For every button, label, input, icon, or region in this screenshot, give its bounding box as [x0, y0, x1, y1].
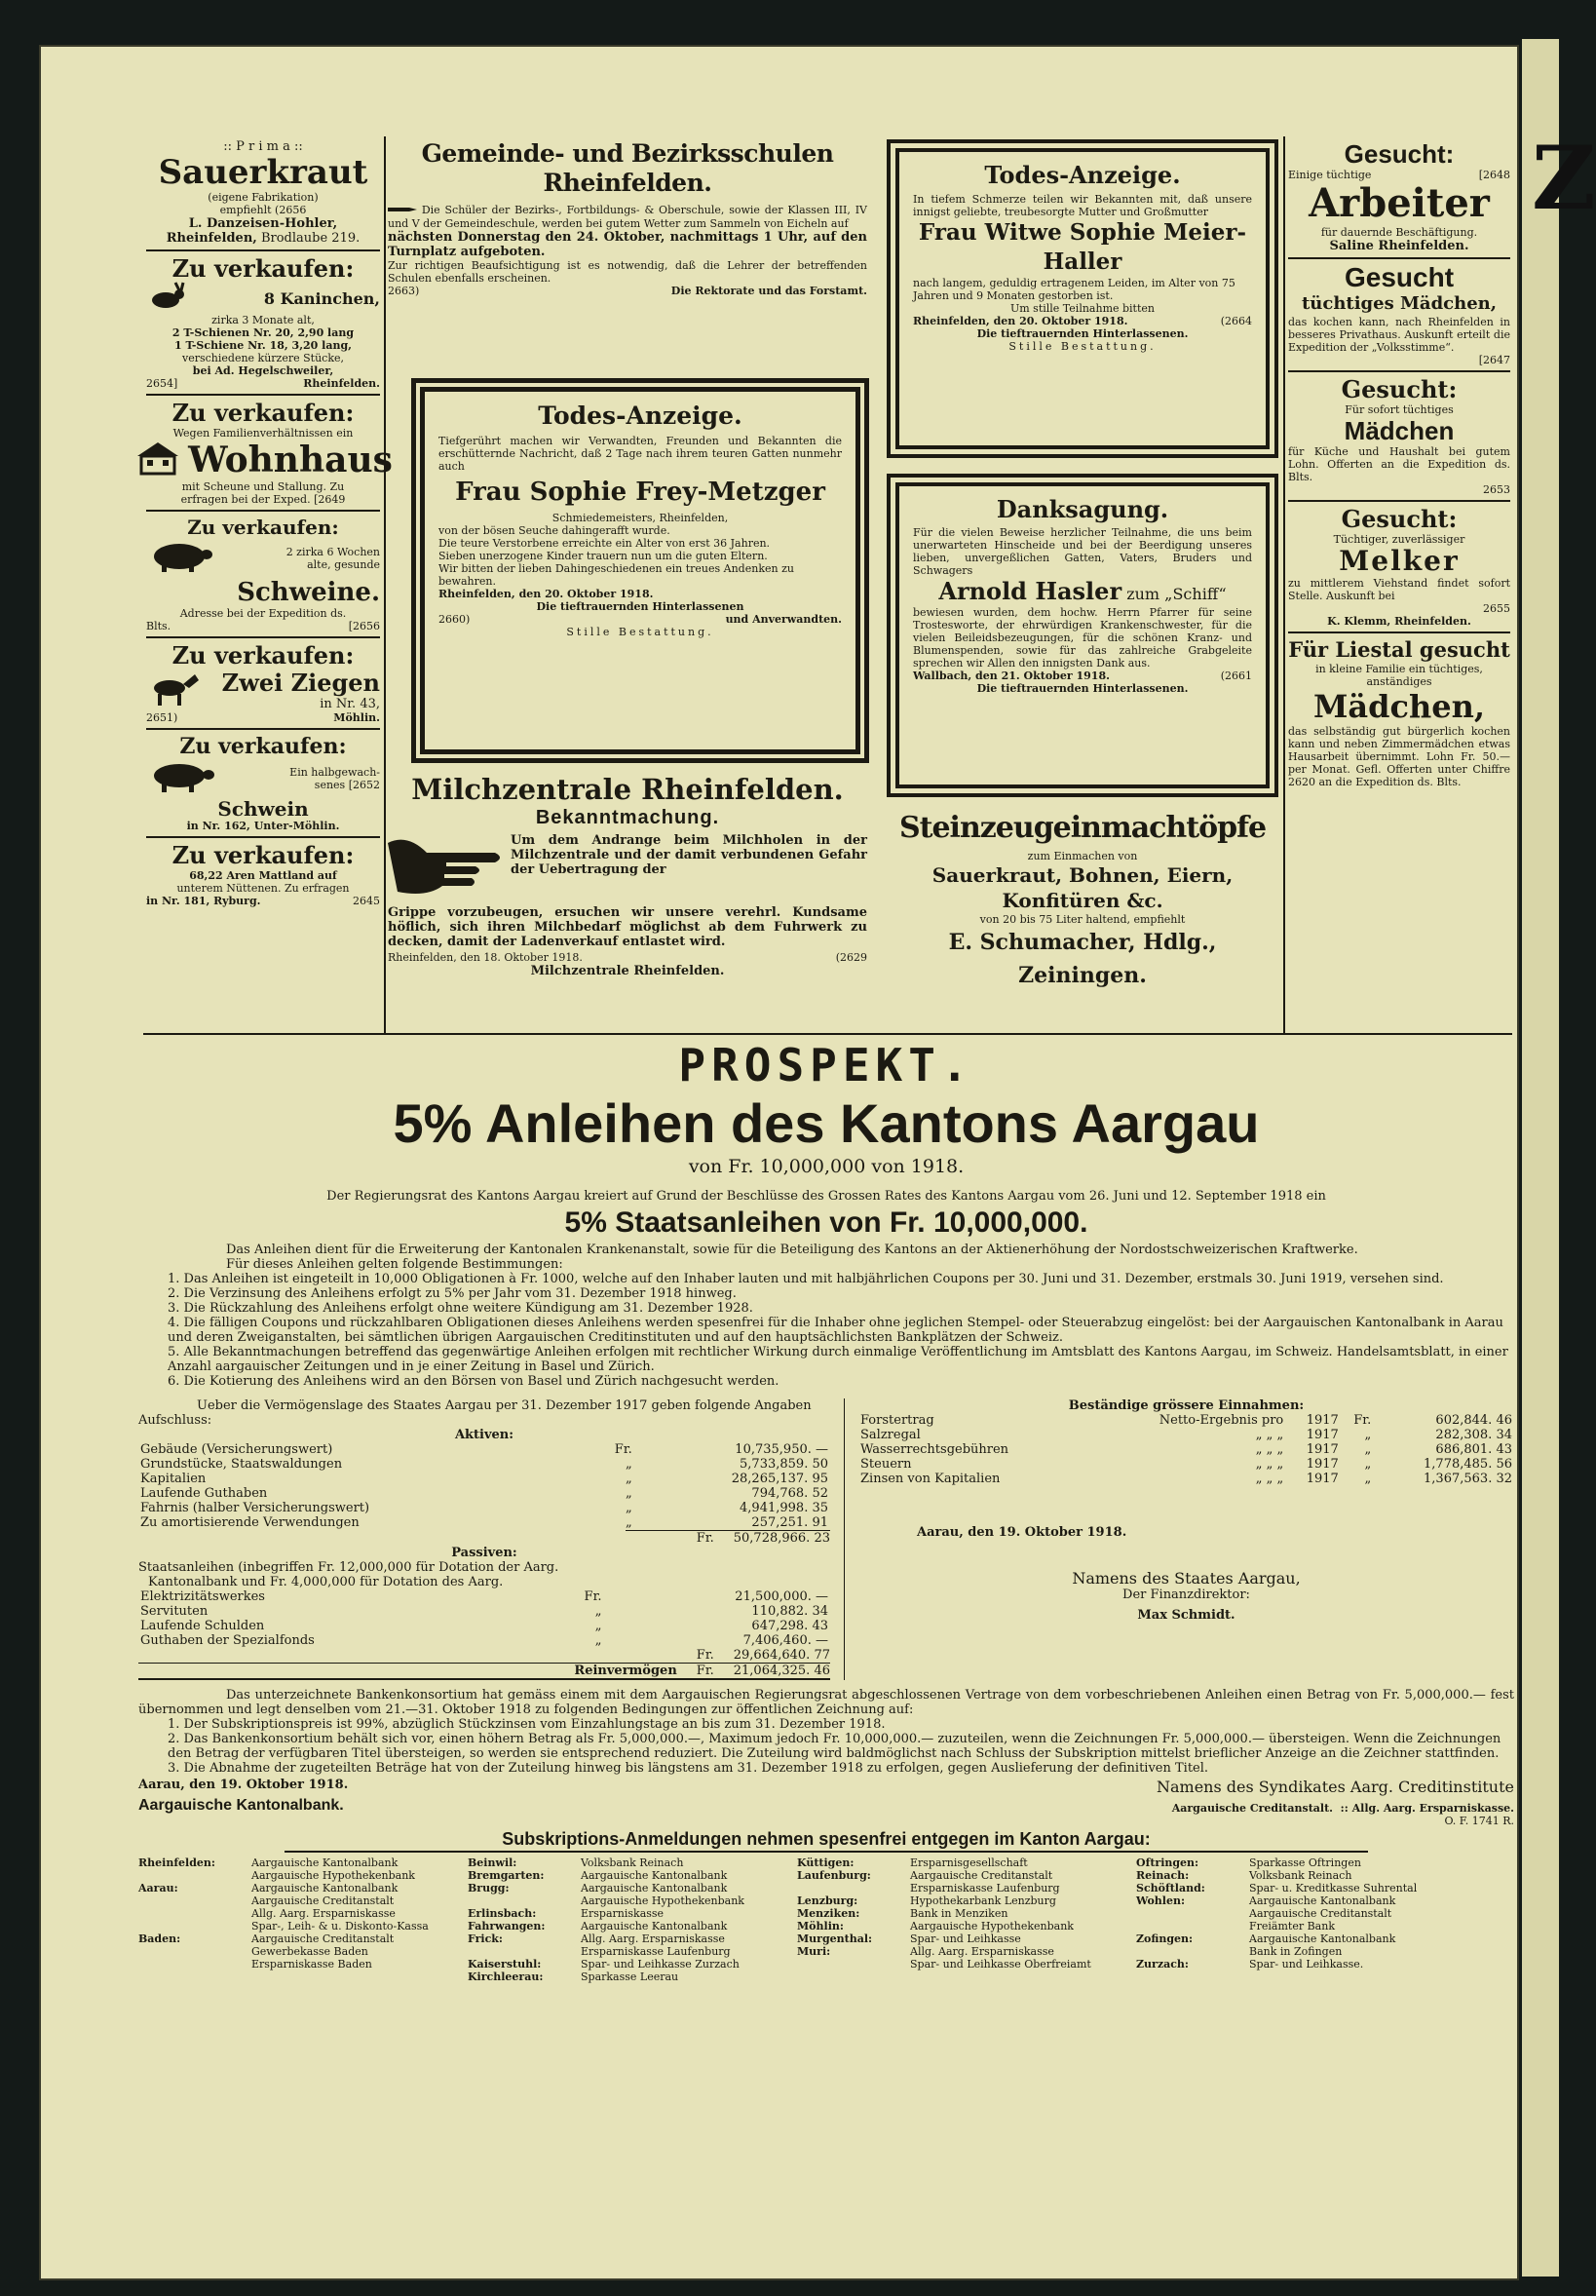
table-row [138, 1501, 830, 1515]
place-row [797, 1882, 1128, 1894]
bank-name: Spar- und Leihkasse Zurzach [581, 1958, 740, 1971]
table-cell: Elektrizitätswerkes [140, 1589, 265, 1604]
table-cell: 10,735,950. — [735, 1442, 828, 1457]
rabbit-icon [146, 283, 189, 314]
place-name: Kirchleerau: [468, 1971, 544, 1983]
table-cell: Guthaben der Spezialfonds [140, 1633, 315, 1648]
bank-name: Freiämter Bank [1249, 1920, 1335, 1932]
table-cell: „ [1364, 1472, 1372, 1486]
bank-name: Allg. Aarg. Ersparniskasse [251, 1907, 396, 1920]
ad-kaninchen: Zu verkaufen: 8 Kaninchen, zirka 3 Monate alt, 2 T-Schienen Nr. 20, 2,90 lang 1 T-Schiene Nr. 18, 3,20 lang, verschiedene kürzere Stücke, bei Ad. Hegelschweiler, 2654] Rheinfelden. [146, 254, 380, 390]
bank-name: Sparkasse Leerau [581, 1971, 679, 1983]
ad-steinzeug: Steinzeugeinmachtöpfe zum Einmachen von Sauerkraut, Bohnen, Eiern, Konfitüren &c. von 20 bis 75 Liter haltend, empfiehlt E. Schumacher, Hdlg., Zeiningen. [887, 807, 1278, 1031]
bank-name: Bank in Zofingen [1249, 1945, 1343, 1958]
table-cell: 647,298. 43 [751, 1619, 828, 1633]
ad-title: Milchzentrale Rheinfelden. [411, 773, 844, 806]
ad-schwein: Zu verkaufen: Ein halbgewach- senes [2652 Schwein in Nr. 162, Unter-Möhlin. [146, 734, 380, 832]
place-name: Aarau: [138, 1882, 178, 1894]
bank-name: Aargauische Kantonalbank [251, 1856, 399, 1869]
ad-wohnhaus: Zu verkaufen: Wegen Familienverhältnissen ein Wohnhaus mit Scheune und Stallung. Zu erfragen bei der Exped. [2649 [146, 400, 380, 506]
pig-icon [146, 539, 214, 578]
table-cell: Steuern [860, 1457, 912, 1472]
place-row [1136, 1856, 1487, 1869]
table-row [858, 1413, 1514, 1428]
ad-schulen: Gemeinde- und Bezirksschulen Rheinfelden. Die Schüler der Bezirks-, Fortbildungs- & Oberschule, sowie der Klassen III, IV und V der Gemeindeschule, werden bei gutem Wetter zum Sammeln von Eicheln auf nächsten Donnerstag den 24. Oktober, nachmittags 1 Uhr, auf den Turnplatz aufgeboten. Zur richtigen Beaufsichtigung ist es notwendig, daß die Lehrer der betreffenden Schulen ebenfalls erscheinen. 2663) Die Rektorate und das Forstamt. [388, 139, 868, 297]
place-name [138, 1958, 246, 1971]
bank-name: Aargauische Creditanstalt [251, 1894, 395, 1907]
adjacent-page-edge: Z [1522, 39, 1559, 2277]
bank-name: Spar-, Leih- & u. Diskonto-Kassa [251, 1920, 429, 1932]
ad-liestal: Für Liestal gesucht in kleine Familie ein tüchtiges, anständiges Mädchen, das selbständig gut bürgerlich kochen kann und neben Zimmermädchen etwas Hausarbeit übernimmt. Lohn Fr. 50.— per Monat. Gefl. Offerten unter Chiffre 2620 an die Expedition ds. Blts. [1288, 637, 1510, 788]
newspaper-page [41, 47, 1517, 2278]
table-cell: 686,801. 43 [1435, 1442, 1512, 1457]
place-name: Frick: [468, 1932, 503, 1945]
bank-name: Ersparniskasse [581, 1907, 665, 1920]
prospectus: PROSPEKT. 5% Anleihen des Kantons Aargau von Fr. 10,000,000 von 1918. Der Regierungsrat des Kantons Aargau kreiert auf Grund der Beschlüsse des Grossen Rates des Kantons Aargau vom 26. Juni und 12. September 1918 ein 5% Staatsanleihen von Fr. 10,000,000. Das Anleihen dient für die Erweiterung der Kantonalen Krankenanstalt, sowie für die Beteiligung des Kantons an der Aktienerhöhung der Nordostschweizerischen Kraftwerke. Für dieses Anleihen gelten folgende Bestimmungen: 1. Das Anleihen ist eingeteilt in 10,000 Obligationen à Fr. 1000, welche auf den Inhaber lauten und mit halbjährlichen Coupons per 30. Juni und 31. Dezember, erstmals 30. Juni 1919, versehen sind. 2. Die Verzinsung des Anleihens erfolgt zu 5% per Jahr vom 31. Dezember 1918 hinweg. 3. Die Rückzahlung des Anleihens erfolgt ohne weitere Kündigung am 31. Dezember 1928. 4. Die fälligen Coupons und rückzahlbaren Obligationen dieses Anleihens werden spesenfrei für die Inhaber ohne jeglichen Stempel- oder Steuerabzug eingelöst: bei der Aargauischen Kantonalbank in Aarau und deren Zweiganstalten, bei sämtlichen übrigen Aargauischen Creditinstituten und auf den hauptsächlichsten Bankplätzen der Schweiz. 5. Alle Bekanntmachungen betreffend das gegenwärtige Anleihen erfolgen mit rechtlicher Wirkung durch einmalige Veröffentlichung im Amtsblatt des Kantons Aargau, im Schweiz. Handelsamtsblatt, in einer Anzahl aargauischer Zeitungen und in je einer Zeitung in Basel und Zürich. 6. Die Kotierung des Anleihens wird an den Börsen von Basel und Zürich nachgesucht werden. Ueber die Vermögenslage des Staates Aargau per 31. Dezember 1917 geben folgende Angaben Aufschluss: Aktiven: Gebäude (Versicherungswert) Fr. 10,735,950. — Grundstücke, Staatswaldungen „ 5,733,859. 50 Kapitalien „ 28,265,137. 95 Laufende Guthaben „ 794,768. 52 Fahrnis (halber Versicherungswert) „ 4,941,998. 35 Zu amortisierende Verwendungen „ 257,251. 91 Fr. 50,728,966. 23 Passiven: Staatsanleihen (inbegriffen Fr. 12,000,000 für Dotation der Aarg. Kantonalbank und Fr. 4,000,000 für Dotation des Aarg. Elektrizitätswerkes Fr. 21,500,000. — Servituten „ 110,882. 34 Laufende Schulden „ 647,298. 43 Guthaben der Spezialfonds „ 7,406,460. — Fr. 29,664,640. 77 Reinvermögen Fr. 21,064,325. 46 Beständige grössere Einnahmen: Forstertrag Netto-Ergebnis pro 1917 Fr. 602,844. 46 Salzregal „ „ „ 1917 „ 282,308. 34 Wasserrechtsgebühren „ „ „ 1917 „ 686,801. 43 Steuern „ „ „ 1917 „ 1,778,485. 56 Zinsen von Kapitalien „ „ „ 1917 „ 1,367,563. 32 Aarau, den 19. Oktober 1918. Namens des Staates Aargau, Der Finanzdirektor: Max Schmidt. Das unterzeichnete Bankenkonsortium hat gemäss einem mit dem Aargauischen Regierungsrat abgeschlossenen Vertrage von dem vorbeschriebenen Anleihen einen Betrag von Fr. 5,000,000.— fest übernommen und legt denselben vom 21.—31. Oktober 1918 zu folgenden Bedingungen zur öffentlichen Zeichnung auf: 1. Der Subskriptionspreis ist 99%, abzüglich Stückzinsen vom Einzahlungstage an bis zum 31. Dezember 1918. 2. Das Bankenkonsortium behält sich vor, einen höhern Betrag als Fr. 5,000,000.—, Maximum jedoch Fr. 10,000,000.— zuzuteilen, wenn die Zeichnungen Fr. 5,000,000.— übersteigen. Wenn die Zeichnungen den Betrag der verfügbaren Titel übersteigen, so werden sie entsprechend reduziert. Die Zuteilung wird baldmöglichst nach Schluss der Subskription mittelst brieflicher Anzeige an die Zeichner stattfinden. 3. Die Abnahme der zugeteilten Beträge hat von der Zuteilung hinweg bis längstens am 31. Dezember 1918 zu erfolgen, gegen Auslieferung der definitiven Titel. Aarau, den 19. Oktober 1918. Namens des Syndikates Aarg. Creditinstitute Aargauische Kantonalbank. Aargauische Creditanstalt. :: Allg. Aarg. Ersparniskasse. O. F. 1741 R. Subskriptions-Anmeldungen nehmen spesenfrei entgegen im Kanton Aargau: Rheinfelden: Aargauische Kantonalbank Aargauische Hypothekenbank Aarau: Aargauische Kantonalbank Aargauische Creditanstalt Allg. Aarg. Ersparniskasse Spar-, Leih- & u. Diskonto-Kassa Baden: Aargauische Creditanstalt Gewerbekasse Baden Ersparniskasse Baden Beinwil: Volksbank Reinach Bremgarten: Aargauische Kantonalbank Brugg: Aargauische Kantonalbank Aargauische Hypothekenbank Erlinsbach: Ersparniskasse Fahrwangen: Aargauische Kantonalbank Frick: Allg. Aarg. Ersparniskasse Ersparniskasse Laufenburg Kaiserstuhl: Spar- und Leihkasse Zurzach Kirchleerau: Sparkasse Leerau Küttigen: Ersparnisgesellschaft Laufenburg: Aargauische Creditanstalt Ersparniskasse Laufenburg Lenzburg: Hypothekarbank Lenzburg Menziken: Bank in Menziken Möhlin: Aargauische Hypothekenbank Murgenthal: Spar- und Leihkasse Muri: Allg. Aarg. Ersparniskasse Spar- und Leihkasse Oberfreiamt Oftringen: Sparkasse Oftringen Reinach: Volksbank Reinach Schöftland: Spar- u. Kreditkasse Suhrental Wohlen: Aargauische Kantonalbank Aargauische Creditanstalt Freiämter Bank Zofingen: Aargauische Kantonalbank Bank in Zofingen Zurzach: Spar- und Leihkasse. [138, 1039, 1514, 1983]
place-row [797, 1907, 1128, 1920]
table-cell: 1917 [1306, 1442, 1339, 1457]
table-row [858, 1457, 1514, 1472]
place-name: Baden: [138, 1932, 181, 1945]
place-name: Zofingen: [1136, 1932, 1194, 1945]
assets-table: Ueber die Vermögenslage des Staates Aargau per 31. Dezember 1917 geben folgende Angaben Aufschluss: Aktiven: Gebäude (Versicherungswert) Fr. 10,735,950. — Grundstücke, Staatswaldungen „ 5,733,859. 50 Kapitalien „ 28,265,137. 95 Laufende Guthaben „ 794,768. 52 Fahrnis (halber Versicherungswert) „ 4,941,998. 35 Zu amortisierende Verwendungen „ 257,251. 91 Fr. 50,728,966. 23 Passiven: Staatsanleihen (inbegriffen Fr. 12,000,000 für Dotation der Aarg. Kantonalbank und Fr. 4,000,000 für Dotation des Aarg. Elektrizitätswerkes Fr. 21,500,000. — Servituten „ 110,882. 34 Laufende Schulden „ 647,298. 43 Guthaben der Spezialfonds „ 7,406,460. — Fr. 29,664,640. 77 Reinvermögen Fr. 21,064,325. 46 [138, 1398, 830, 1678]
place-row [138, 1907, 460, 1920]
place-row [1136, 1907, 1487, 1920]
table-row [858, 1442, 1514, 1457]
table-cell: 602,844. 46 [1435, 1413, 1512, 1428]
table-row [138, 1589, 830, 1604]
table-cell: Salzregal [860, 1428, 921, 1442]
bank-name: Allg. Aarg. Ersparniskasse [581, 1932, 725, 1945]
place-row [797, 1856, 1128, 1869]
place-name [1136, 1945, 1243, 1958]
table-cell: Grundstücke, Staatswaldungen [140, 1457, 343, 1472]
table-row [138, 1457, 830, 1472]
bank-name: Ersparniskasse Baden [251, 1958, 372, 1971]
table-cell: „ „ „ [1255, 1442, 1284, 1457]
place-row [797, 1920, 1128, 1932]
places-column [468, 1856, 789, 1983]
table-cell: „ [594, 1604, 602, 1619]
ad-milchzentrale: Milchzentrale Rheinfelden. Bekanntmachung. Um dem Andrange beim Milchholen in der Milchzentrale und der damit verbundenen Gefahr der Uebertragung der Grippe vorzubeugen, ersuchen wir unsere verehrl. Kundsame höflich, sich ihren Milchbedarf möglichst ab dem Fuhrwerk zu decken, damit der Ladenverkauf entlastet wird. Rheinfelden, den 18. Oktober 1918. (2629 Milchzentrale Rheinfelden. [388, 773, 867, 978]
ad-maedchen-1: Gesucht tüchtiges Mädchen, das kochen kann, nach Rheinfelden in besseres Privathaus. Auskunft erteilt die Expedition der „Volksstimme“. [2647 [1288, 262, 1510, 366]
table-cell: 1917 [1306, 1428, 1339, 1442]
income-table: Beständige grössere Einnahmen: Forstertrag Netto-Ergebnis pro 1917 Fr. 602,844. 46 Salzregal „ „ „ 1917 „ 282,308. 34 Wasserrechtsgebühren „ „ „ 1917 „ 686,801. 43 Steuern „ „ „ 1917 „ 1,778,485. 56 Zinsen von Kapitalien „ „ „ 1917 „ 1,367,563. 32 Aarau, den 19. Oktober 1918. Namens des Staates Aargau, Der Finanzdirektor: Max Schmidt. [860, 1398, 1512, 1623]
bank-name: Aargauische Creditanstalt [910, 1869, 1053, 1882]
table-row [138, 1619, 830, 1633]
pointing-hand-icon [388, 205, 417, 217]
place-row [138, 1894, 460, 1907]
ad-title: Sauerkraut [158, 153, 368, 192]
list-item: 2. Die Verzinsung des Anleihens erfolgt zu 5% per Jahr vom 31. Dezember 1918 hinweg. [168, 1286, 737, 1301]
table-row [858, 1472, 1514, 1486]
table-cell: „ „ „ [1255, 1472, 1284, 1486]
ad-todes-meier: Todes-Anzeige. In tiefem Schmerze teilen wir Bekannten mit, daß unsere innigst geliebte, treubesorgte Mutter und Großmutter Frau Witwe Sophie Meier-Haller nach langem, geduldig ertragenem Leiden, im Alter von 75 Jahren und 9 Monaten gestorben ist. Um stille Teilnahme bitten Rheinfelden, den 20. Oktober 1918. (2664 Die tieftrauernden Hinterlassenen. Stille Bestattung. [887, 139, 1278, 458]
place-row [138, 1856, 460, 1869]
list-item: 5. Alle Bekanntmachungen betreffend das gegenwärtige Anleihen erfolgen mit rechtlicher Wirkung durch einmalige Veröffentlichung im Amtsblatt des Kantons Aargau, im Schweiz. Handelsamtsblatt, in einer Anzahl aargauischer Zeitungen und in je einer Zeitung in Basel und Zürich. [168, 1345, 1508, 1374]
bank-name: Spar- und Leihkasse. [1249, 1958, 1364, 1971]
table-cell: „ [1364, 1428, 1372, 1442]
table-cell: 1,367,563. 32 [1424, 1472, 1512, 1486]
ad-sauerkraut: :: P r i m a :: Sauerkraut (eigene Fabrikation) empfiehlt (2656 L. Danzeisen-Hohler, Rheinfelden, Brodlaube 219. [146, 139, 380, 246]
prospectus-headline: 5% Anleihen des Kantons Aargau [393, 1092, 1260, 1154]
place-row [797, 1945, 1128, 1958]
bank-name: Volksbank Reinach [1249, 1869, 1352, 1882]
table-cell: „ „ „ [1255, 1428, 1284, 1442]
ad-danksagung: Danksagung. Für die vielen Beweise herzlicher Teilnahme, die uns beim unerwarteten Hinscheide und bei der Beerdigung unseres lieben, unvergeßlichen Gatten, Vaters, Bruders und Schwagers Arnold Hasler zum „Schiff“ bewiesen wurden, dem hochw. Herrn Pfarrer für seine Trostesworte, der ehrwürdigen Krankenschwester, für die vielen Beileidsbezeugungen, für die schönen Kranz- und Blumenspenden, sowie für das zahlreiche Grabgeleite sprechen wir Allen den innigsten Dank aus. Wallbach, den 21. Oktober 1918. (2661 Die tieftrauernden Hinterlassenen. [887, 474, 1278, 797]
place-name [138, 1920, 246, 1932]
table-row [138, 1472, 830, 1486]
place-name [138, 1945, 246, 1958]
ad-ziegen: Zu verkaufen: Zwei Ziegen in Nr. 43, 2651) Möhlin. [146, 641, 380, 724]
place-name: Muri: [797, 1945, 831, 1958]
place-name: Schöftland: [1136, 1882, 1205, 1894]
bank-name: Ersparniskasse Laufenburg [581, 1945, 731, 1958]
place-row [138, 1958, 460, 1971]
place-name: Kaiserstuhl: [468, 1958, 542, 1971]
table-cell: Gebäude (Versicherungswert) [140, 1442, 333, 1457]
place-row [468, 1856, 789, 1869]
place-name: Fahrwangen: [468, 1920, 546, 1932]
place-name: Rheinfelden: [138, 1856, 215, 1869]
place-name: Brugg: [468, 1882, 510, 1894]
table-cell: 1917 [1306, 1413, 1339, 1428]
places-column [138, 1856, 460, 1983]
place-row [468, 1920, 789, 1932]
list-item: 3. Die Abnahme der zugeteilten Beträge hat von der Zuteilung hinweg bis längstens am 31. Dezember 1918 zu erfolgen, gegen Auslieferung der definitiven Titel. [168, 1761, 1209, 1776]
place-name [468, 1945, 575, 1958]
place-row [138, 1920, 460, 1932]
bank-name: Aargauische Creditanstalt [1249, 1907, 1392, 1920]
table-cell: „ [594, 1619, 602, 1633]
deceased-name: Frau Sophie Frey-Metzger [455, 478, 825, 507]
place-row [1136, 1882, 1487, 1894]
table-cell: Forstertrag [860, 1413, 934, 1428]
place-row [468, 1932, 789, 1945]
subscription-places [138, 1856, 1514, 1983]
bank-name: Spar- und Leihkasse [910, 1932, 1021, 1945]
table-cell: Fr. [1353, 1413, 1372, 1428]
place-row [468, 1971, 789, 1983]
place-row [138, 1932, 460, 1945]
table-cell: „ [626, 1457, 632, 1472]
list-item: 4. Die fälligen Coupons und rückzahlbaren Obligationen dieses Anleihens werden spesenfrei für die Inhaber ohne jeglichen Stempel- oder Steuerabzug eingelöst: bei der Aargauischen Kantonalbank in Aarau und deren Zweiganstalten, bei sämtlichen übrigen Aargauischen Creditinstituten und auf den hauptsächlichsten Bankplätzen der Schweiz. [168, 1316, 1503, 1345]
table-cell: Laufende Guthaben [140, 1486, 268, 1501]
place-name: Möhlin: [797, 1920, 844, 1932]
table-row [138, 1486, 830, 1501]
list-item: 1. Das Anleihen ist eingeteilt in 10,000 Obligationen à Fr. 1000, welche auf den Inhaber lauten und mit halbjährlichen Coupons per 30. Juni und 31. Dezember, erstmals 30. Juni 1919, versehen sind. [168, 1272, 1444, 1286]
bank-name: Aargauische Kantonalbank [251, 1882, 399, 1894]
place-name: Erlinsbach: [468, 1907, 537, 1920]
place-name: Reinach: [1136, 1869, 1190, 1882]
table-cell: 28,265,137. 95 [731, 1472, 828, 1486]
ad-todes-frey: Todes-Anzeige. Tiefgerührt machen wir Verwandten, Freunden und Bekannten die erschütternde Nachricht, daß 2 Tage nach ihrem teuren Gatten nunmehr auch Frau Sophie Frey-Metzger Schmiedemeisters, Rheinfelden, von der bösen Seuche dahingerafft wurde. Die teure Verstorbene erreichte ein Alter von erst 36 Jahren. Sieben unerzogene Kinder trauern nun um die guten Eltern. Wir bitten der lieben Dahingeschiedenen ein treues Andenken zu bewahren. Rheinfelden, den 20. Oktober 1918. Die tieftrauernden Hinterlassenen 2660) und Anverwandten. Stille Bestattung. [411, 378, 869, 763]
place-name [138, 1894, 246, 1907]
place-name: Wohlen: [1136, 1894, 1186, 1907]
table-cell: 282,308. 34 [1435, 1428, 1512, 1442]
table-cell: 1,778,485. 56 [1424, 1457, 1512, 1472]
table-cell: Zinsen von Kapitalien [860, 1472, 1001, 1486]
table-row [138, 1633, 830, 1648]
list-item: 1. Der Subskriptionspreis ist 99%, abzüglich Stückzinsen vom Einzahlungstage an bis zum 31. Dezember 1918. [168, 1717, 886, 1732]
place-row [468, 1894, 789, 1907]
bank-name: Aargauische Kantonalbank [581, 1869, 728, 1882]
place-name: Murgenthal: [797, 1932, 873, 1945]
pointing-hand-icon [388, 833, 505, 905]
table-cell: Servituten [140, 1604, 209, 1619]
table-cell: Zu amortisierende Verwendungen [140, 1515, 360, 1530]
bank-name: Ersparniskasse Laufenburg [910, 1882, 1060, 1894]
bank-name: Aargauische Hypothekenbank [251, 1869, 415, 1882]
table-cell: 7,406,460. — [742, 1633, 828, 1648]
place-name [138, 1869, 246, 1882]
ad-schweine: Zu verkaufen: 2 zirka 6 Wochen alte, gesunde Schweine. Adresse bei der Expedition ds. Blts. [2656 [146, 516, 380, 632]
place-row [1136, 1958, 1487, 1971]
place-name: Bremgarten: [468, 1869, 545, 1882]
place-name: Menziken: [797, 1907, 860, 1920]
place-name: Küttigen: [797, 1856, 855, 1869]
place-row [1136, 1945, 1487, 1958]
table-cell: Fr. [614, 1442, 632, 1457]
table-cell: 21,500,000. — [735, 1589, 828, 1604]
place-row [468, 1907, 789, 1920]
place-name: Oftringen: [1136, 1856, 1199, 1869]
place-row [468, 1882, 789, 1894]
subscription-terms-list [138, 1717, 1514, 1776]
place-name [797, 1958, 904, 1971]
terms-list [138, 1272, 1514, 1389]
table-cell: Kapitalien [140, 1472, 207, 1486]
table-cell: 5,733,859. 50 [740, 1457, 828, 1472]
bank-name: Aargauische Creditanstalt [251, 1932, 395, 1945]
table-cell: Fr. [584, 1589, 602, 1604]
table-cell: „ [1364, 1442, 1372, 1457]
place-row [138, 1882, 460, 1894]
place-name [797, 1882, 904, 1894]
table-cell: „ [626, 1501, 632, 1515]
table-cell: 110,882. 34 [751, 1604, 828, 1619]
bank-name: Volksbank Reinach [581, 1856, 684, 1869]
deceased-name: Frau Witwe Sophie Meier-Haller [918, 219, 1247, 275]
house-icon [133, 440, 182, 479]
bank-name: Spar- u. Kreditkasse Suhrental [1249, 1882, 1418, 1894]
place-row [468, 1869, 789, 1882]
table-cell: „ „ „ [1255, 1457, 1284, 1472]
place-row [1136, 1869, 1487, 1882]
ad-title: Gemeinde- und Bezirksschulen Rheinfelden. [421, 139, 834, 197]
table-cell: „ [626, 1472, 632, 1486]
place-row [468, 1945, 789, 1958]
table-cell: 4,941,998. 35 [740, 1501, 828, 1515]
bank-name: Ersparnisgesellschaft [910, 1856, 1028, 1869]
place-name: Beinwil: [468, 1856, 517, 1869]
prospectus-title: PROSPEKT. [678, 1039, 974, 1091]
bank-name: Gewerbekasse Baden [251, 1945, 368, 1958]
table-cell: Netto-Ergebnis pro [1159, 1413, 1284, 1428]
table-cell: 794,768. 52 [751, 1486, 828, 1501]
table-cell: „ [1364, 1457, 1372, 1472]
places-column [797, 1856, 1128, 1983]
place-name: Laufenburg: [797, 1869, 871, 1882]
ad-mattland: Zu verkaufen: 68,22 Aren Mattland auf unterem Nüttenen. Zu erfragen in Nr. 181, Ryburg. 2645 [146, 841, 380, 907]
table-cell: 1917 [1306, 1457, 1339, 1472]
table-cell: 257,251. 91 [751, 1515, 828, 1530]
place-row [1136, 1932, 1487, 1945]
bank-name: Aargauische Kantonalbank [1249, 1894, 1396, 1907]
list-item: 6. Die Kotierung des Anleihens wird an den Börsen von Basel und Zürich nachgesucht werden. [168, 1374, 779, 1389]
place-row [1136, 1894, 1487, 1907]
bank-name: Hypothekarbank Lenzburg [910, 1894, 1056, 1907]
table-cell: „ [626, 1515, 632, 1530]
table-cell: Wasserrechtsgebühren [860, 1442, 1009, 1457]
place-name [138, 1907, 246, 1920]
bank-name: Aargauische Hypothekenbank [910, 1920, 1074, 1932]
list-item: 3. Die Rückzahlung des Anleihens erfolgt ohne weitere Kündigung am 31. Dezember 1928. [168, 1301, 753, 1316]
bank-name: Aargauische Kantonalbank [1249, 1932, 1396, 1945]
table-cell: Fahrnis (halber Versicherungswert) [140, 1501, 370, 1515]
bank-name: Aargauische Kantonalbank [581, 1920, 728, 1932]
ad-arbeiter: Gesucht: Einige tüchtige [2648 Arbeiter für dauernde Beschäftigung. Saline Rheinfelden. [1288, 139, 1510, 253]
bank-name: Aargauische Kantonalbank [581, 1882, 728, 1894]
table-row [138, 1604, 830, 1619]
place-row [797, 1894, 1128, 1907]
classified-column-1 [146, 139, 393, 1036]
deceased-name: Arnold Hasler [938, 577, 1122, 605]
table-row [858, 1428, 1514, 1442]
place-row [797, 1958, 1128, 1971]
ad-title: Steinzeugeinmachtöpfe [898, 811, 1267, 845]
table-cell: 1917 [1306, 1472, 1339, 1486]
ad-melker: Gesucht: Tüchtiger, zuverlässiger Melker zu mittlerem Viehstand findet sofort Stelle. Auskunft bei 2655 K. Klemm, Rheinfelden. [1288, 505, 1510, 628]
place-row [468, 1958, 789, 1971]
hog-icon [146, 759, 216, 798]
table-cell: „ [626, 1486, 632, 1501]
place-name [1136, 1920, 1243, 1932]
place-name: Lenzburg: [797, 1894, 858, 1907]
table-cell: Laufende Schulden [140, 1619, 265, 1633]
place-row [1136, 1920, 1487, 1932]
table-row [138, 1442, 830, 1457]
place-row [797, 1869, 1128, 1882]
place-name: Zurzach: [1136, 1958, 1189, 1971]
ad-maedchen-2: Gesucht: Für sofort tüchtiges Mädchen für Küche und Haushalt bei gutem Lohn. Offerten an die Expedition ds. Blts. 2653 [1288, 375, 1510, 496]
bank-name: Bank in Menziken [910, 1907, 1008, 1920]
bank-name: Sparkasse Oftringen [1249, 1856, 1361, 1869]
bank-name: Aargauische Hypothekenbank [581, 1894, 744, 1907]
table-row [138, 1515, 830, 1530]
place-name [468, 1894, 575, 1907]
places-column [1136, 1856, 1487, 1983]
goat-icon [146, 670, 201, 711]
list-item: 2. Das Bankenkonsortium behält sich vor, einen höhern Betrag als Fr. 5,000,000.—, Maximum jedoch Fr. 10,000,000.— zuzuteilen, wenn die Zeichnungen Fr. 5,000,000.— übersteigen. Wenn die Zeichnungen den Betrag der verfügbaren Titel übersteigen, so werden sie entsprechend reduziert. Die Zuteilung wird baldmöglichst nach Schluss der Subskription mittelst brieflicher Anzeige an die Zeichner stattfinden. [168, 1732, 1501, 1761]
bank-name: Allg. Aarg. Ersparniskasse [910, 1945, 1054, 1958]
bank-name: Spar- und Leihkasse Oberfreiamt [910, 1958, 1091, 1971]
place-row [797, 1932, 1128, 1945]
place-row [138, 1869, 460, 1882]
table-cell: „ [594, 1633, 602, 1648]
classified-column-4 [1288, 139, 1510, 1034]
place-row [138, 1945, 460, 1958]
place-name [1136, 1907, 1243, 1920]
